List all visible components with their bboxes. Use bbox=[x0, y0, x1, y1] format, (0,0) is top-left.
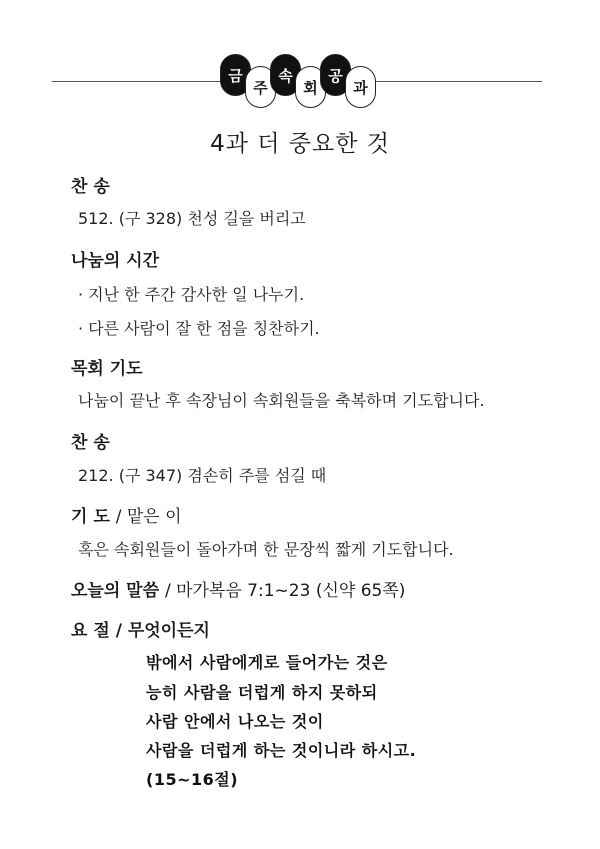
series-logo bbox=[218, 54, 380, 104]
sharing-item: · 다른 사람이 잘 한 점을 칭찬하기. bbox=[78, 319, 320, 338]
prayer-heading-sub: / 맡은 이 bbox=[115, 507, 182, 527]
prayer-heading-label: 기 도 bbox=[71, 507, 110, 527]
logo-char: 주 bbox=[245, 66, 276, 108]
memory-verse-line: 밖에서 사람에게로 들어가는 것은 bbox=[146, 653, 388, 672]
memory-verse-label: 요 절 bbox=[71, 621, 110, 641]
prayer-text: 혹은 속회원들이 돌아가며 한 문장씩 짧게 기도합니다. bbox=[78, 540, 454, 559]
hymn-text: 212. (구 347) 겸손히 주를 섬길 때 bbox=[78, 466, 327, 485]
memory-verse-heading bbox=[71, 616, 210, 641]
sharing-heading: 나눔의 시간 bbox=[71, 251, 160, 271]
opening-prayer-heading: 목회 기도 bbox=[71, 359, 143, 379]
logo-char: 속 bbox=[270, 54, 301, 96]
memory-verse-line: 사람 안에서 나오는 것이 bbox=[146, 712, 324, 731]
scripture-heading bbox=[71, 576, 405, 601]
sharing-item: · 지난 한 주간 감사한 일 나누기. bbox=[78, 285, 305, 304]
hymn-text: 512. (구 328) 천성 길을 버리고 bbox=[78, 209, 306, 228]
logo-char: 회 bbox=[295, 66, 326, 108]
memory-verse-reference: (15~16절) bbox=[146, 770, 239, 789]
hymn-heading: 찬 송 bbox=[71, 433, 110, 453]
logo-char: 금 bbox=[220, 54, 251, 96]
scripture-reference: / 마가복음 7:1~23 (신약 65쪽) bbox=[164, 581, 406, 601]
memory-verse-line: 사람을 더럽게 하는 것이니라 하시고. bbox=[146, 741, 417, 760]
logo-char: 과 bbox=[345, 66, 376, 108]
logo-char: 공 bbox=[320, 54, 351, 96]
page-title: 4과 더 중요한 것 bbox=[210, 131, 390, 157]
opening-prayer-text: 나눔이 끝난 후 속장님이 속회원들을 축복하며 기도합니다. bbox=[78, 391, 485, 410]
memory-verse-sub: / 무엇이든지 bbox=[115, 621, 210, 641]
memory-verse-line: 능히 사람을 더럽게 하지 못하되 bbox=[146, 683, 378, 702]
scripture-heading-label: 오늘의 말씀 bbox=[71, 581, 160, 601]
hymn-heading: 찬 송 bbox=[71, 177, 110, 197]
prayer-heading bbox=[71, 502, 182, 527]
